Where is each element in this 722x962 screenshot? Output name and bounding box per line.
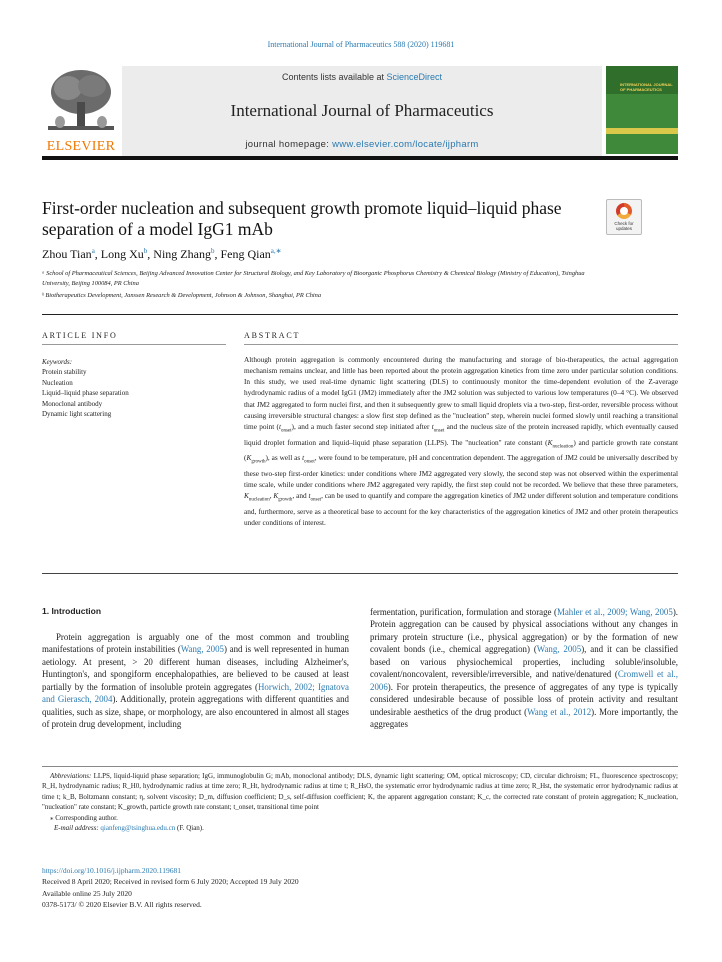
body-text: ). Additionally, protein aggregations with different quantities and qualities, such as size, shape, or morphology, are also encountered in almost all stages of protein drug development, including [42, 694, 349, 730]
symbol-k: K [273, 491, 279, 501]
symbol-subscript: growth [278, 497, 293, 503]
symbol-subscript: growth [251, 459, 266, 465]
crossmark-icon-center [620, 207, 628, 215]
keyword: Nucleation [42, 378, 73, 387]
homepage-link[interactable]: www.elsevier.com/locate/ijpharm [332, 139, 479, 150]
symbol-subscript: nucleation [248, 497, 270, 503]
abstract-segment: , can be used to quantify and compare the aggregation kinetics of JM2 under different solution and temperature conditions and, furthermore, serve as a theoretical base to account for the key characteristics of the aggregation kinetics of JM2 and other protein therapeutics under conditions of interest. [244, 491, 679, 527]
citation-link[interactable]: Wang, 2005 [180, 644, 224, 655]
email-label: E-mail address: [54, 824, 101, 833]
author-affiliation-mark[interactable]: b [210, 247, 215, 255]
keyword: Dynamic light scattering [42, 410, 112, 419]
author-affiliation-mark[interactable]: b [143, 247, 148, 255]
body-text: ). More importantly, the aggregates [370, 706, 678, 730]
email-link[interactable]: qianfeng@tsinghua.edu.cn [100, 824, 176, 833]
body-text: fermentation, purification, formulation and storage ( [370, 607, 557, 617]
body-text: ) and is well represented in human aetiology. At present, > 20 different human diseases, including Alzheimer's, Huntington's, and spongiform encephalopathies, are believed to be caused at least partially by the formation of insoluble protein aggregates ( [42, 644, 349, 692]
author-affiliation-mark[interactable]: a,∗ [270, 247, 282, 255]
author-name[interactable]: Long Xu [100, 247, 144, 261]
keyword: Protein stability [42, 368, 87, 377]
body-text: Protein aggregation is arguably one of the most common and troubling manifestations of protein instabilities ( [42, 632, 349, 655]
journal-cover-image[interactable] [606, 66, 678, 154]
affiliation-a: ᵃ School of Pharmaceutical Sciences, Beijing Advanced Innovation Center for Structural Biology, and Key Laboratory of Bioorganic Phosphorus Chemistry & Chemical Biology (Ministry of Education), Tsinghua University, Beijing 100084, PR China [42, 270, 585, 287]
article-info-heading: ARTICLE INFO [42, 331, 118, 340]
abstract-segment: , and [292, 491, 309, 501]
abstract-segment: ), and a much faster second step initiated after [291, 421, 432, 431]
abstract-segment: and the nucleus size of the protein increased rapidly, which eventually caused liquid droplet formation and liquid–liquid phase separation (LLPS). The "nucleation" rate constant ( [244, 421, 679, 447]
journal-reference[interactable]: International Journal of Pharmaceutics 588 (2020) 119681 [267, 40, 455, 49]
divider [42, 344, 226, 345]
abstract-heading: ABSTRACT [244, 331, 301, 340]
cover-title: INTERNATIONAL JOURNAL OF PHARMACEUTICS [620, 82, 673, 92]
corresponding-author-note: ⁎ Corresponding author. [50, 813, 118, 822]
symbol-t: t [278, 421, 281, 431]
check-for-updates-label: Check for updates [614, 221, 634, 231]
sciencedirect-link[interactable]: ScienceDirect [386, 72, 443, 82]
keywords-list [42, 357, 232, 419]
copyright-notice: 0378-5173/ © 2020 Elsevier B.V. All rights reserved. [42, 900, 202, 910]
elsevier-logo-text: ELSEVIER [46, 139, 116, 154]
citation-link[interactable]: Horwich, 2002; Ignatova and Gierasch, 2004 [42, 681, 349, 705]
symbol-subscript: onset [280, 428, 292, 434]
contents-line [122, 72, 602, 82]
symbol-subscript: onset [433, 428, 445, 434]
contents-prefix: Contents lists available at [281, 72, 387, 82]
affiliation-b: ᵇ Biotherapeutics Development, Janssen Research & Development, Johnson & Johnson, Shanghai, PR China [42, 292, 322, 299]
keywords-label: Keywords: [42, 358, 73, 366]
abstract-segment: ), as well as [265, 453, 303, 463]
citation-link[interactable]: Wang, 2005 [536, 644, 582, 655]
body-text: ). Protein aggregation can be caused by physical associations without any changes in primary protein structure (i.e., physical aggregation) or by the formation of new covalent bonds (i.e., chemical aggregation) ( [370, 607, 678, 655]
tree-icon [42, 66, 120, 138]
divider [244, 344, 678, 345]
body-text: ), and it can be classified based on various physiochemical properties, including soluble/insoluble, covalent/noncovalent, reversible/irreversible, and native/denatured ( [370, 644, 678, 680]
symbol-k: K [547, 437, 553, 447]
author-name[interactable]: Ning Zhang [153, 247, 211, 261]
abbreviations-text: LLPS, liquid-liquid phase separation; IgG, immunoglobulin G; mAb, monoclonal antibody; DLS, dynamic light scattering; OM, optical microscopy; CD, circular dichroism; FL, fluorescence spectroscopy; R_H, hydrodynamic radius; R_H0, hydrodynamic radius at time zero; R_Ht, hydrodynamic radius at time t; R_HsO, the systematic error hydrodynamic radius at time zero; R_Hst, the systematic error hydrodynamic radius at time t; k_B, Boltzmann constant; η, solvent viscosity; D_m, diffusion coefficient; D_s, self-diffusion coefficient; K, the apparent aggregation constant; K_c, the corrected rate constant of protein aggregation; K_nucleation, "nucleation" rate constant; K_growth, particle growth rate constant; t_onset, transitional time point [42, 772, 678, 812]
available-online-date: Available online 25 July 2020 [42, 888, 132, 898]
author-name[interactable]: Zhou Tian [42, 247, 92, 261]
author-name[interactable]: Feng Qian [220, 247, 271, 261]
citation-link[interactable]: Mahler et al., 2009; Wang, 2005 [556, 607, 673, 617]
citation-link[interactable]: Wang et al., 2012 [527, 706, 592, 717]
abstract-segment: ) and particle growth rate constant ( [244, 437, 678, 463]
author-affiliation-mark[interactable]: a [91, 247, 95, 255]
intro-left-column [42, 631, 349, 731]
homepage-line [122, 139, 602, 150]
symbol-subscript: onset [304, 459, 315, 465]
symbol-t: t [308, 491, 311, 501]
intro-right-column [370, 606, 678, 731]
doi-link[interactable]: https://doi.org/10.1016/j.ijpharm.2020.119681 [42, 866, 181, 875]
body-text: ). For protein therapeutics, the presence of aggregates of any type is typically considered undesirable because of possible loss of protein activity and resultant undesirable aesthetics of the drug product ( [370, 681, 678, 717]
homepage-prefix: journal homepage: [245, 139, 333, 150]
symbol-k: K [244, 491, 249, 501]
journal-title: International Journal of Pharmaceutics [230, 101, 494, 120]
footnotes [42, 771, 678, 833]
cover-stripe [606, 128, 678, 134]
symbol-subscript: nucleation [552, 444, 574, 449]
abstract-segment: Although protein aggregation is commonly encountered during the manufacturing and storage of bio-therapeutics, the actual aggregation mechanism remains unclear, and little has been reported about the protein aggregation kinetics from time zero under particular solution conditions. In this study, we used real-time dynamic light scattering (DLS) to continuously monitor the time-dependent evolution of the Z-average hydrodynamic radius of a model IgG1 (JM2) immediately after the JM2 solution was subjected to various low temperatures (0–4 °C). We observed that JM2 aggregated to form nuclei first, and then it subsequently grew to small liquid droplets via a two-step, first-order, reversible process without causing irreversible structural changes: a slow first step defined as the "nucleation" step, wherein nuclei formed slowly until reaching a transitional time point ( [244, 355, 678, 431]
citation-link[interactable]: Cromwell et al., 2006 [370, 669, 678, 692]
abstract-segment: , were found to be temperature, pH and concentration dependent. The aggregation of JM2 could be universally described by these two-step first-order kinetics: under conditions where JM2 aggregated very slowly, the second step was not observed within the experimental time scale, while under conditions where JM2 aggregated very rapidly, the first step could not be recorded. We believe that these three parameters, [244, 453, 678, 489]
keyword: Liquid–liquid phase separation [42, 389, 129, 398]
article-title: First-order nucleation and subsequent growth promote liquid–liquid phase separation of a model IgG1 mAb [42, 198, 562, 239]
introduction-heading: 1. Introduction [42, 606, 102, 616]
keyword: Monoclonal antibody [42, 399, 103, 408]
email-suffix: (F. Qian). [175, 824, 204, 833]
abstract-text: Although protein aggregation is commonly encountered during the manufacturing and storage of bio-therapeutics, the actual aggregation mechanism remains unclear, and little has been reported about the protein aggregation kinetics from time zero under particular solution conditions. In this study, we used real-time dynamic light scattering (DLS) to continuously monitor the time-dependent evolution of the Z-average hydrodynamic radius of a model IgG1 (JM2) immediately after the JM2 solution was subjected to various low temperatures (0–4 °C). We observed that JM2 aggregated to form nuclei first, and then it subsequently grew to small liquid droplets via a two-step, first-order, reversible process without causing irreversible structural changes: a slow first step defined as the "nucleation" step, wherein nuclei formed slowly until reaching a transitional time point $(t_{onset})$, and a much faster second step initiated after $t_{onset}$ and the nucleus size of the protein increased rapidly, which eventually caused liquid droplet formation and liquid–liquid phase separation (LLPS). The "nucleation" rate constant $(K_{nucleation})$ and particle growth rate constant $(K_{growth})$, as well as $t_{onset}$, were found to be temperature, pH and concentration dependent. The aggregation of JM2 could be universally described by these two-step first-order kinetics: under conditions where JM2 aggregated very slowly, the second step was not observed within the experimental time scale, while under conditions where JM2 aggregated very rapidly, the first step could not be recorded. We believe that these three parameters, $K_{nucleation}$, $K_{growth}$, and $t_{onset}$, can be used to quantify and compare the aggregation kinetics of JM2 under different solution and temperature conditions and, furthermore, serve as a theoretical base to account for the key characteristics of the aggregation kinetics of JM2 and other protein therapeutics under conditions of interest. [244, 355, 679, 527]
symbol-k: K [246, 453, 252, 463]
divider [42, 573, 678, 574]
abbreviations-label: Abbreviations: [50, 772, 92, 780]
author-list: Zhou Tian$^a$, Long Xu$^b$, Ning Zhang$^b$, Feng Qian$^{a,∗}$ [42, 247, 282, 261]
check-for-updates-button[interactable] [606, 199, 642, 235]
symbol-subscript: onset [310, 497, 322, 503]
publication-info [42, 865, 442, 911]
received-dates: Received 8 April 2020; Received in revised form 6 July 2020; Accepted 19 July 2020 [42, 877, 299, 887]
divider [42, 766, 678, 767]
symbol-t: t [302, 453, 305, 463]
divider [42, 314, 678, 315]
symbol-t: t [431, 421, 434, 431]
